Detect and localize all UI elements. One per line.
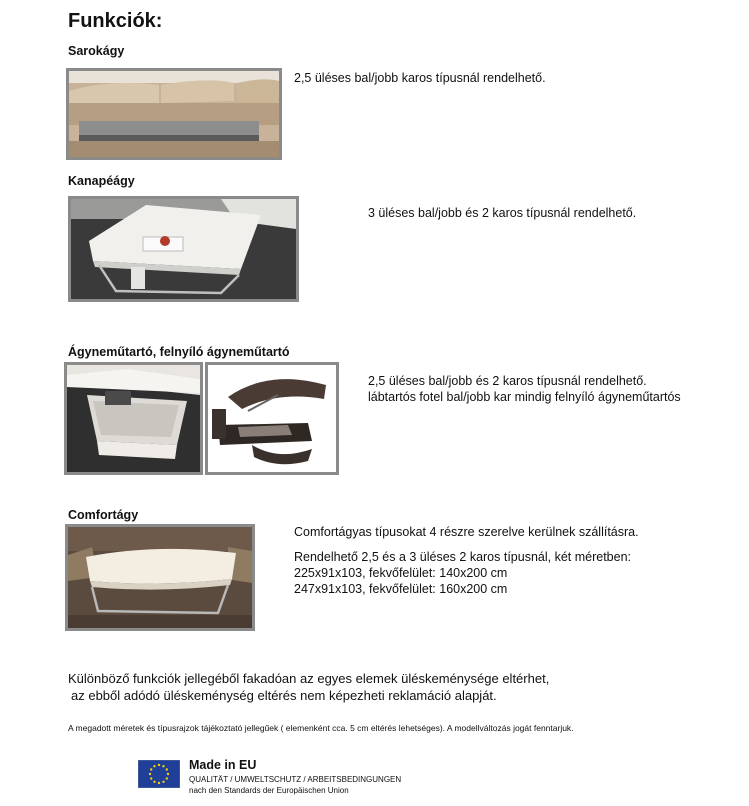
eu-star [158, 764, 160, 766]
agynemutarto-text-1: 2,5 üléses bal/jobb és 2 karos típusnál rendelhető. [368, 374, 647, 388]
eu-star [162, 781, 164, 783]
note-line-1: Különböző funkciók jellegéből fakadóan az egyes elemek üléskeménysége eltérhet, [68, 671, 550, 686]
kanapeagy-text: 3 üléses bal/jobb és 2 karos típusnál rendelhető. [368, 206, 637, 220]
eu-star [153, 781, 155, 783]
disclaimer: A megadott méretek és típusrajzok tájékoztató jellegűek ( elemenként cca. 5 cm eltérés lehetséges). A modellváltozás jogát fenntarjuk. [68, 723, 574, 733]
comfortagy-text-2: Rendelhető 2,5 és a 3 üléses 2 karos típusnál, két méretben: [294, 550, 632, 564]
note-line-2: az ebből adódó üléskeménység eltérés nem képezheti reklamáció alapját. [71, 688, 497, 703]
corner-bed-photo [66, 68, 282, 160]
lift-up-storage-photo [205, 362, 339, 475]
eu-star [167, 773, 169, 775]
made-in-eu-line-2: nach den Standards der Europäischen Union [189, 786, 349, 795]
made-in-eu-line-1: QUALITÄT / UMWELTSCHUTZ / ARBEITSBEDINGUNGEN [189, 775, 402, 784]
comfortagy-text-3: 225x91x103, fekvőfelület: 140x200 cm [294, 566, 508, 580]
eu-star [153, 765, 155, 767]
comfortagy-text-4: 247x91x103, fekvőfelület: 160x200 cm [294, 582, 508, 596]
page-title: Funkciók: [68, 10, 163, 32]
sarokagy-text: 2,5 üléses bal/jobb karos típusnál rendelhető. [294, 71, 546, 85]
eu-star [158, 782, 160, 784]
comfort-bed-photo [65, 524, 255, 631]
section-title-comfortagy: Comfortágy [68, 508, 139, 522]
section-title-kanapeagy: Kanapéágy [68, 174, 135, 188]
sofa-bed-photo [68, 196, 299, 302]
eu-star [149, 773, 151, 775]
agynemutarto-text-2: lábtartós fotel bal/jobb kar mindig felnyíló ágyneműtartós [368, 390, 681, 404]
comfortagy-text-1: Comfortágyas típusokat 4 részre szerelve kerülnek szállításra. [294, 525, 639, 539]
eu-star [166, 768, 168, 770]
eu-star [150, 777, 152, 779]
section-title-agynemutarto: Ágyneműtartó, felnyíló ágyneműtartó [68, 345, 290, 359]
eu-star [150, 768, 152, 770]
made-in-eu-title: Made in EU [189, 758, 257, 772]
eu-star [162, 765, 164, 767]
eu-flag-icon [138, 760, 180, 788]
section-title-sarokagy: Sarokágy [68, 44, 125, 58]
eu-star [166, 777, 168, 779]
storage-drawer-photo [64, 362, 203, 475]
